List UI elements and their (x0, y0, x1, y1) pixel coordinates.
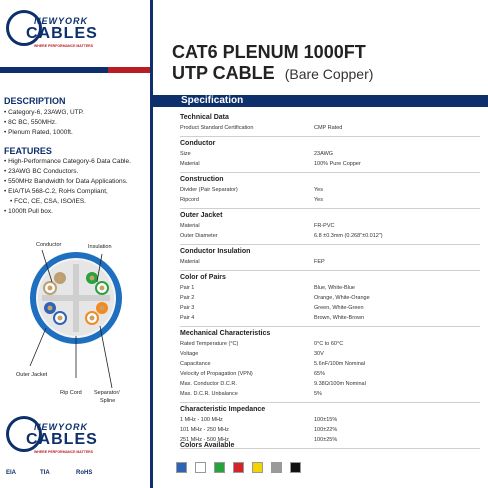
section-rule (180, 402, 480, 403)
spec-key: Pair 4 (180, 315, 195, 321)
spec-key: Velocity of Propagation (VPN) (180, 371, 253, 377)
spec-key: Pair 3 (180, 305, 195, 311)
spec-section-title: Construction (180, 176, 224, 183)
spec-value: Green, White-Green (314, 305, 364, 311)
diagram-label-separator: Separator/ (94, 390, 120, 396)
list-item: • Category-6, 23AWG, UTP. (4, 108, 84, 118)
diagram-label-spline: Spline (100, 398, 116, 404)
spec-value: 100±25% (314, 437, 338, 443)
features-list (4, 157, 131, 217)
spec-header-bar (153, 95, 488, 107)
spec-section-title: Color of Pairs (180, 274, 226, 281)
spec-value: 23AWG (314, 151, 334, 157)
color-swatch (290, 462, 301, 473)
spec-key: Voltage (180, 351, 199, 357)
spec-value: 100% Pure Copper (314, 161, 361, 167)
color-swatch (233, 462, 244, 473)
list-item: • Plenum Rated, 1000ft. (4, 128, 84, 138)
list-item: • 23AWG BC Conductors. (4, 167, 131, 177)
list-item: • 1000ft Pull box. (4, 207, 131, 217)
cert-eia: EIA (6, 470, 17, 476)
spec-key: Material (180, 223, 200, 229)
spec-key: Rated Temperature (°C) (180, 341, 239, 347)
spec-value: 30V (314, 351, 324, 357)
logo-line1: NEWYORK (34, 422, 88, 432)
spec-key: Size (180, 151, 191, 157)
logo-tagline: WHERE PERFORMANCE MATTERS (34, 44, 94, 48)
spec-key: 101 MHz - 250 MHz (180, 427, 229, 433)
logo-line2: CABLES (26, 25, 98, 42)
cert-tia: TIA (40, 470, 50, 476)
spec-value: 65% (314, 371, 326, 377)
spec-value: 100±15% (314, 417, 338, 423)
section-rule (180, 208, 480, 209)
list-item: • 8C BC, 550MHz. (4, 118, 84, 128)
spec-section-title: Conductor Insulation (180, 248, 251, 255)
section-rule (180, 270, 480, 271)
spec-section-title: Technical Data (180, 114, 229, 121)
brand-logo (4, 8, 150, 48)
spec-value: Yes (314, 197, 323, 203)
color-swatch (252, 462, 263, 473)
title-line1: CAT6 PLENUM 1000FT (172, 42, 366, 62)
spec-key: Max. D.C.R. Unbalance (180, 391, 238, 397)
list-item: • High-Performance Category-6 Data Cable. (4, 157, 131, 167)
spec-value: 5.6nF/100m Nominal (314, 361, 366, 367)
spec-value: 100±22% (314, 427, 338, 433)
spec-key: Material (180, 259, 200, 265)
spec-key: Pair 1 (180, 285, 195, 291)
color-swatch (195, 462, 206, 473)
spec-value: Blue, White-Blue (314, 285, 355, 291)
spec-key: Ripcord (180, 197, 199, 203)
spec-value: 5% (314, 391, 322, 397)
colors-heading: Colors Available (180, 442, 235, 449)
section-rule (180, 244, 480, 245)
spec-section-title: Outer Jacket (180, 212, 223, 219)
spec-value: Orange, White-Orange (314, 295, 370, 301)
spec-value: FR-PVC (314, 223, 335, 229)
color-swatch (271, 462, 282, 473)
spec-key: 251 MHz - 500 MHz (180, 437, 229, 443)
brand-logo-bottom (4, 414, 150, 454)
cert-rohs: RoHS (76, 470, 93, 476)
page-title (172, 42, 373, 84)
spec-value: Brown, White-Brown (314, 315, 365, 321)
list-item: • EIA/TIA 568-C.2, RoHs Compliant, (4, 187, 131, 197)
color-swatch (214, 462, 225, 473)
spec-key: Max. Conductor D.C.R. (180, 381, 237, 387)
diagram-label-rip-cord: Rip Cord (60, 390, 82, 396)
list-item: • FCC, CE, CSA, ISO/IES. (4, 197, 131, 207)
features-heading: FEATURES (4, 146, 52, 156)
color-swatch (176, 462, 187, 473)
list-item: • 550MHz Bandwidth for Data Applications. (4, 177, 131, 187)
spec-value: FEP (314, 259, 325, 265)
spec-key: Material (180, 161, 200, 167)
section-rule (180, 172, 480, 173)
spec-section-title: Conductor (180, 140, 216, 147)
diagram-label-outer-jacket: Outer Jacket (16, 372, 48, 378)
spec-key: 1 MHz - 100 MHz (180, 417, 223, 423)
spec-header: Specification (181, 95, 244, 106)
diagram-label-conductor: Conductor (36, 242, 62, 248)
spec-value: 0°C to 60°C (314, 341, 344, 347)
section-rule (180, 136, 480, 137)
title-line2: UTP CABLE (172, 63, 275, 83)
spec-section-title: Characteristic Impedance (180, 406, 266, 413)
section-rule (180, 326, 480, 327)
description-heading: DESCRIPTION (4, 96, 66, 106)
spec-value: 9.38Ω/100m Nominal (314, 381, 366, 387)
spec-key: Capacitance (180, 361, 211, 367)
spec-section-title: Mechanical Characteristics (180, 330, 271, 337)
spec-key: Outer Diameter (180, 233, 218, 239)
divider-line (150, 0, 153, 488)
diagram-label-insulation: Insulation (88, 244, 112, 250)
logo-tagline: WHERE PERFORMANCE MATTERS (34, 450, 94, 454)
description-list (4, 108, 84, 138)
spec-key: Divider (Pair Separator) (180, 187, 238, 193)
spec-key: Product Standard Certification (180, 125, 254, 131)
title-sub: (Bare Copper) (284, 66, 374, 82)
spec-value: CMP Rated (314, 125, 343, 131)
top-stripe (0, 67, 150, 73)
logo-line2: CABLES (26, 431, 98, 448)
spec-value: 6.8 ±0.3mm (0.268"±0.012") (314, 233, 383, 239)
logo-line1: NEWYORK (34, 16, 88, 26)
spec-value: Yes (314, 187, 323, 193)
spec-key: Pair 2 (180, 295, 195, 301)
